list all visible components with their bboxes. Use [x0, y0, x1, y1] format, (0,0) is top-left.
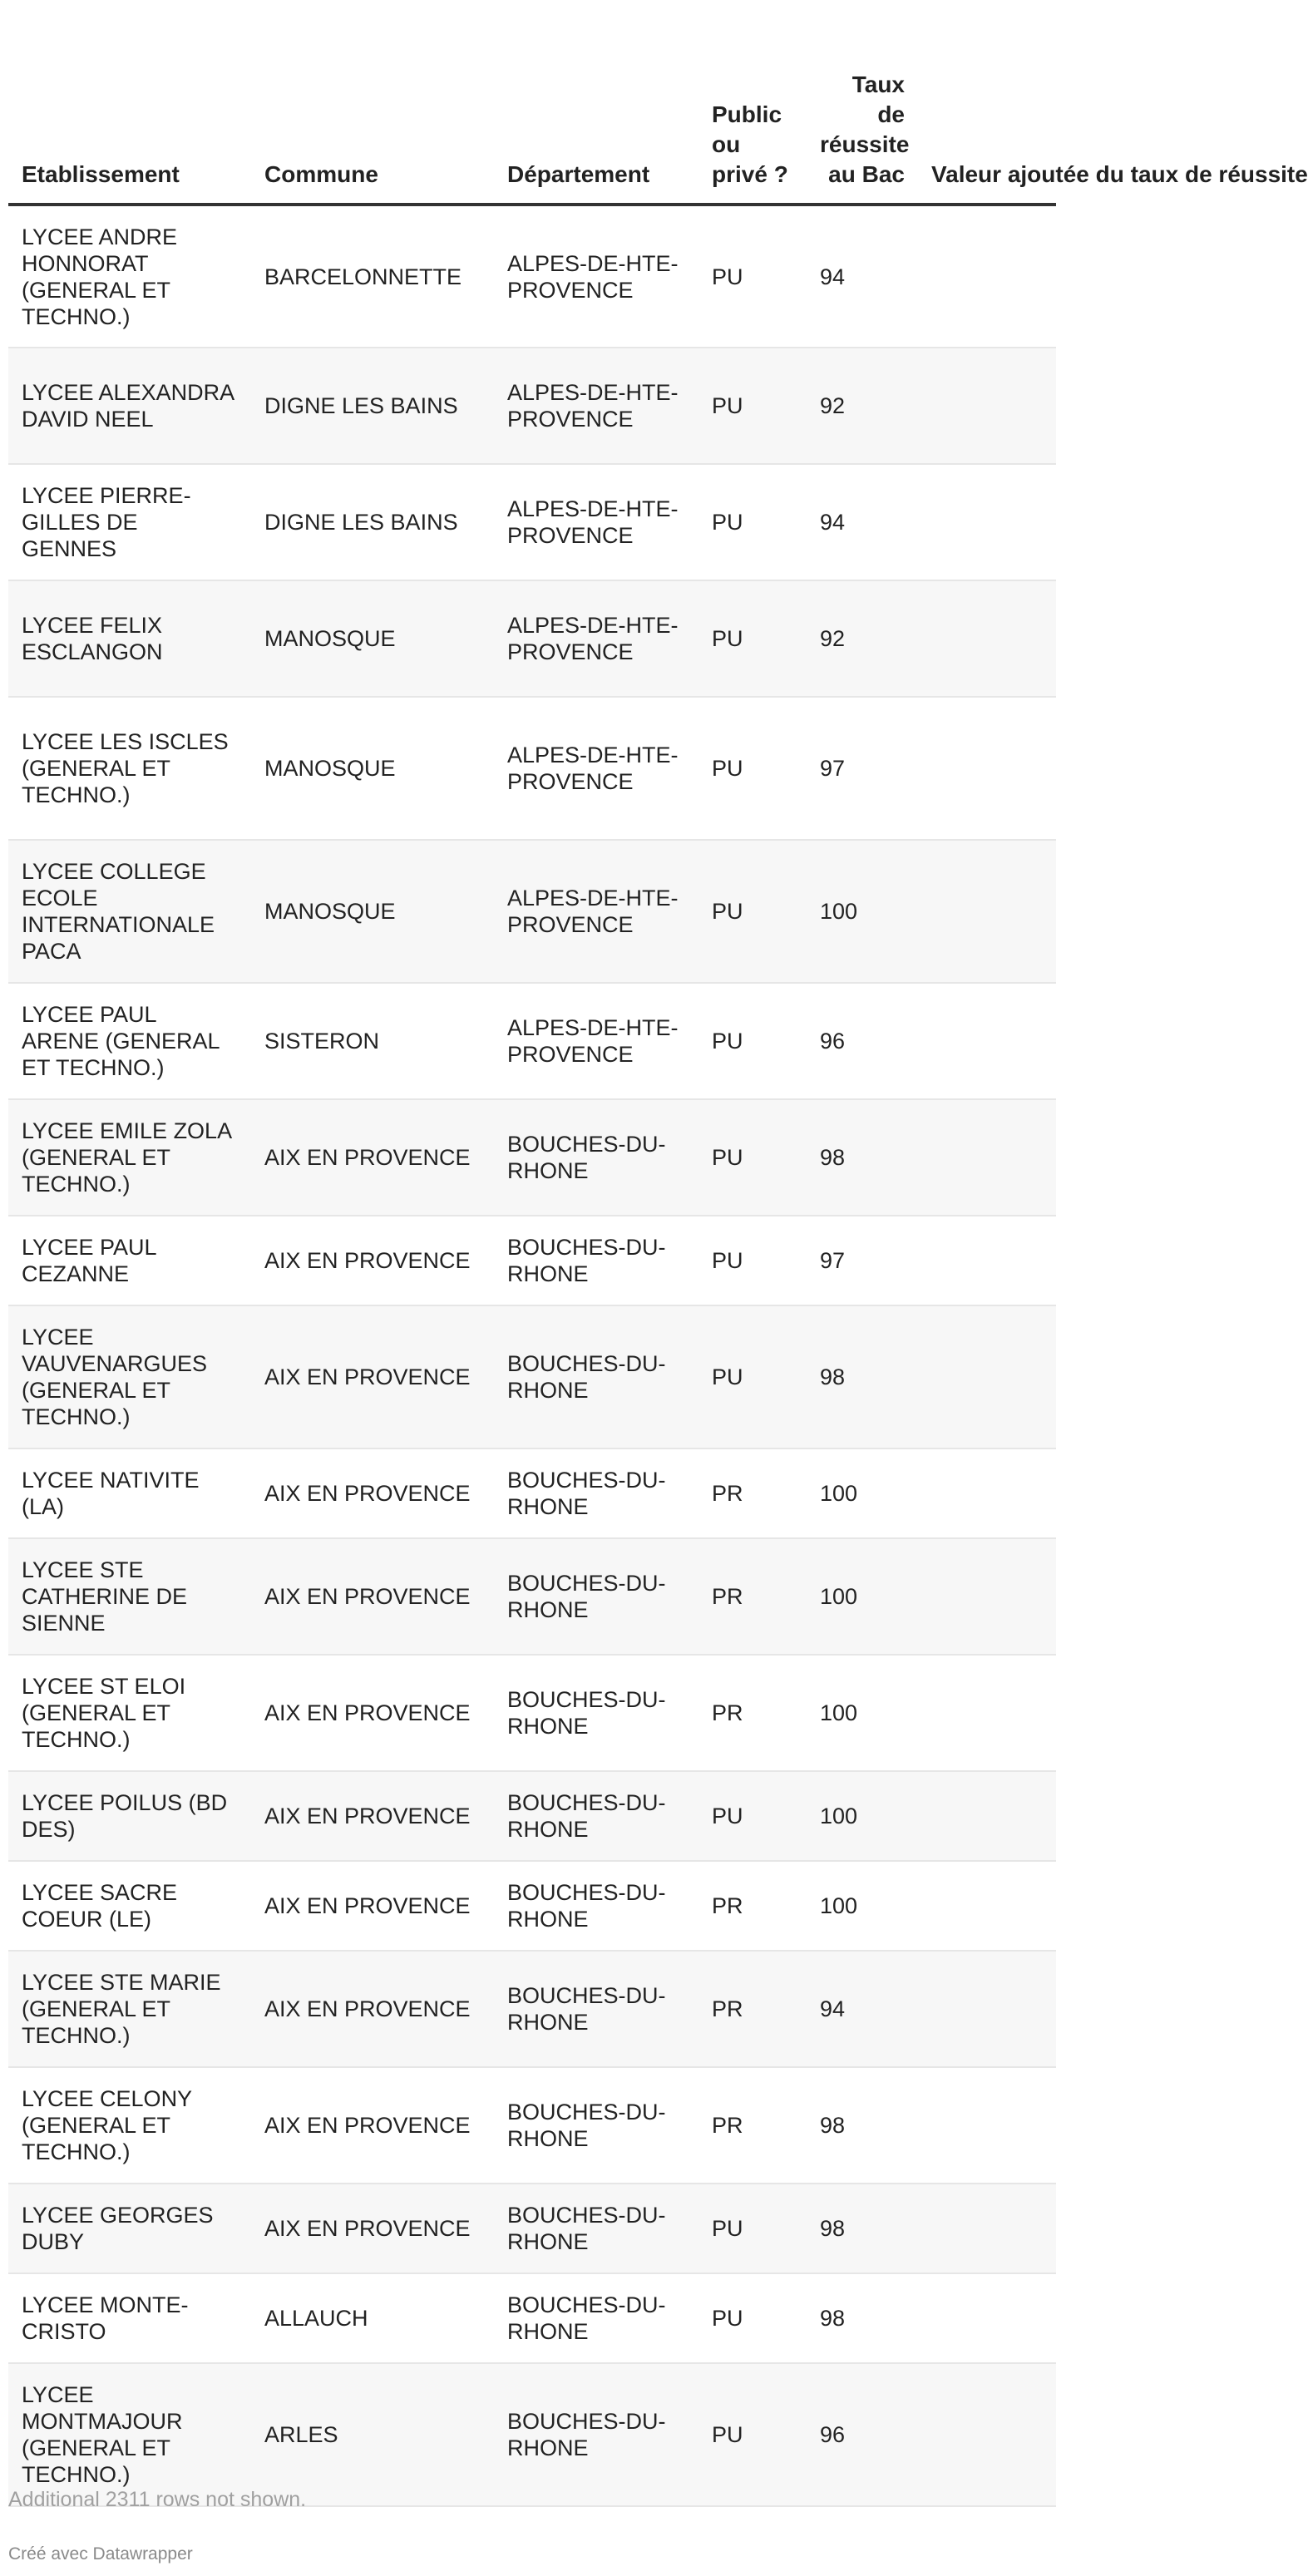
cell-public-prive: PU: [712, 1145, 743, 1170]
cell-public-prive: PR: [712, 1481, 743, 1506]
cell-etablissement: LYCEE MONTMAJOUR (GENERAL ET TECHNO.): [22, 2382, 183, 2487]
cell-etablissement: LYCEE VAUVENARGUES (GENERAL ET TECHNO.): [22, 1325, 208, 1429]
table-row: [8, 464, 1056, 580]
table-row: [8, 205, 1056, 348]
cell-taux: 94: [820, 264, 846, 289]
cell-public-prive: PU: [712, 510, 743, 535]
cell-departement: ALPES-DE-HTE-PROVENCE: [507, 1015, 679, 1067]
table-body: [8, 205, 1056, 2506]
table-row: [8, 840, 1056, 983]
cell-departement: BOUCHES-DU-RHONE: [507, 1983, 666, 2035]
table-row: [8, 1951, 1056, 2067]
cell-public-prive: PR: [712, 1700, 743, 1725]
cell-etablissement: LYCEE ST ELOI (GENERAL ET TECHNO.): [22, 1674, 186, 1752]
cell-commune: MANOSQUE: [264, 899, 396, 924]
cell-taux: 94: [820, 510, 846, 535]
cell-departement: BOUCHES-DU-RHONE: [507, 2292, 666, 2344]
cell-public-prive: PR: [712, 1893, 743, 1918]
table-row: [8, 2184, 1056, 2273]
cell-commune: SISTERON: [264, 1029, 380, 1054]
cell-departement: BOUCHES-DU-RHONE: [507, 1351, 666, 1403]
header-taux-reussite[interactable]: Taux de réussite au Bac: [807, 0, 918, 205]
cell-etablissement: LYCEE SACRE COEUR (LE): [22, 1880, 178, 1932]
header-commune[interactable]: Commune: [251, 0, 494, 205]
cell-valeur-ajoutee: [918, 2273, 1056, 2363]
cell-departement: BOUCHES-DU-RHONE: [507, 2203, 666, 2254]
cell-taux: 98: [820, 1364, 846, 1389]
cell-taux: 100: [820, 1700, 858, 1725]
cell-commune: AIX EN PROVENCE: [264, 1584, 471, 1609]
cell-valeur-ajoutee: [918, 1951, 1056, 2067]
cell-etablissement: LYCEE COLLEGE ECOLE INTERNATIONALE PACA: [22, 859, 215, 964]
table-row: [8, 348, 1056, 464]
table-row: [8, 1771, 1056, 1861]
table-row: [8, 1305, 1056, 1448]
cell-taux: 98: [820, 1145, 846, 1170]
cell-departement: ALPES-DE-HTE-PROVENCE: [507, 613, 679, 664]
header-public-prive[interactable]: Public ou privé ?: [698, 0, 807, 205]
cell-departement: BOUCHES-DU-RHONE: [507, 1571, 666, 1622]
table-row: [8, 983, 1056, 1099]
cell-etablissement: LYCEE FELIX ESCLANGON: [22, 613, 163, 664]
cell-public-prive: PR: [712, 1996, 743, 2021]
cell-taux: 100: [820, 1584, 858, 1609]
table-row: [8, 1448, 1056, 1538]
cell-commune: AIX EN PROVENCE: [264, 1996, 471, 2021]
cell-taux: 100: [820, 1481, 858, 1506]
cell-public-prive: PU: [712, 393, 743, 418]
cell-commune: AIX EN PROVENCE: [264, 2113, 471, 2138]
cell-etablissement: LYCEE CELONY (GENERAL ET TECHNO.): [22, 2086, 192, 2164]
cell-commune: MANOSQUE: [264, 626, 396, 651]
cell-public-prive: PU: [712, 1029, 743, 1054]
cell-etablissement: LYCEE PAUL CEZANNE: [22, 1235, 156, 1286]
cell-departement: BOUCHES-DU-RHONE: [507, 1468, 666, 1519]
cell-valeur-ajoutee: [918, 1216, 1056, 1305]
cell-valeur-ajoutee: [918, 1448, 1056, 1538]
cell-taux: 100: [820, 1893, 858, 1918]
cell-valeur-ajoutee: [918, 983, 1056, 1099]
cell-taux: 92: [820, 393, 846, 418]
cell-departement: BOUCHES-DU-RHONE: [507, 1132, 666, 1183]
cell-public-prive: PU: [712, 1364, 743, 1389]
cell-departement: BOUCHES-DU-RHONE: [507, 1790, 666, 1842]
cell-taux: 100: [820, 1804, 858, 1828]
table-row: [8, 2273, 1056, 2363]
cell-public-prive: PR: [712, 2113, 743, 2138]
cell-commune: AIX EN PROVENCE: [264, 1364, 471, 1389]
cell-commune: AIX EN PROVENCE: [264, 1893, 471, 1918]
cell-etablissement: LYCEE EMILE ZOLA (GENERAL ET TECHNO.): [22, 1118, 231, 1197]
header-valeur-ajoutee[interactable]: Valeur ajoutée du taux de réussite: [918, 0, 1056, 205]
cell-etablissement: LYCEE PAUL ARENE (GENERAL ET TECHNO.): [22, 1002, 220, 1080]
table-header-row: [8, 0, 1056, 205]
datawrapper-credit: [8, 2544, 193, 2564]
cell-departement: ALPES-DE-HTE-PROVENCE: [507, 886, 679, 937]
cell-valeur-ajoutee: [918, 464, 1056, 580]
table-row: [8, 1216, 1056, 1305]
cell-etablissement: LYCEE STE CATHERINE DE SIENNE: [22, 1557, 188, 1636]
table-row: [8, 580, 1056, 697]
cell-departement: BOUCHES-DU-RHONE: [507, 1880, 666, 1932]
cell-commune: AIX EN PROVENCE: [264, 1248, 471, 1273]
cell-taux: 98: [820, 2113, 846, 2138]
table-row: [8, 2067, 1056, 2184]
cell-valeur-ajoutee: [918, 348, 1056, 464]
cell-etablissement: LYCEE PIERRE-GILLES DE GENNES: [22, 483, 191, 561]
cell-commune: BARCELONNETTE: [264, 264, 462, 289]
cell-public-prive: PU: [712, 1248, 743, 1273]
cell-departement: ALPES-DE-HTE-PROVENCE: [507, 250, 679, 303]
lycee-results-table: [8, 0, 1308, 2507]
cell-public-prive: PR: [712, 1584, 743, 1609]
cell-commune: ALLAUCH: [264, 2306, 368, 2331]
cell-departement: ALPES-DE-HTE-PROVENCE: [507, 743, 679, 794]
cell-public-prive: PU: [712, 626, 743, 651]
cell-public-prive: PU: [712, 264, 743, 289]
table-row: [8, 1538, 1056, 1655]
table-row: [8, 1099, 1056, 1216]
cell-valeur-ajoutee: [918, 205, 1056, 348]
cell-commune: AIX EN PROVENCE: [264, 2216, 471, 2241]
cell-etablissement: LYCEE ALEXANDRA DAVID NEEL: [22, 380, 234, 432]
cell-etablissement: LYCEE MONTE-CRISTO: [22, 2292, 189, 2344]
cell-commune: DIGNE LES BAINS: [264, 393, 458, 418]
table-row: [8, 2363, 1056, 2506]
cell-valeur-ajoutee: [918, 2363, 1056, 2506]
cell-etablissement: LYCEE ANDRE HONNORAT (GENERAL ET TECHNO.): [22, 224, 178, 329]
cell-taux: 97: [820, 1248, 846, 1273]
cell-valeur-ajoutee: [918, 1538, 1056, 1655]
cell-etablissement: LYCEE STE MARIE (GENERAL ET TECHNO.): [22, 1970, 221, 2048]
cell-etablissement: LYCEE LES ISCLES (GENERAL ET TECHNO.): [22, 729, 229, 807]
cell-taux: 100: [820, 899, 858, 924]
table-row: [8, 1861, 1056, 1951]
cell-taux: 97: [820, 756, 846, 781]
header-departement[interactable]: Département: [494, 0, 698, 205]
cell-departement: BOUCHES-DU-RHONE: [507, 2100, 666, 2151]
datawrapper-credit-link[interactable]: Créé avec Datawrapper: [8, 2544, 193, 2564]
cell-commune: AIX EN PROVENCE: [264, 1145, 471, 1170]
rows-not-shown-note: Additional 2311 rows not shown.: [8, 2488, 307, 2511]
cell-commune: ARLES: [264, 2422, 338, 2447]
cell-commune: AIX EN PROVENCE: [264, 1481, 471, 1506]
cell-valeur-ajoutee: [918, 1861, 1056, 1951]
cell-valeur-ajoutee: [918, 1305, 1056, 1448]
cell-valeur-ajoutee: [918, 1099, 1056, 1216]
cell-valeur-ajoutee: [918, 2184, 1056, 2273]
cell-commune: AIX EN PROVENCE: [264, 1804, 471, 1828]
cell-departement: ALPES-DE-HTE-PROVENCE: [507, 496, 679, 548]
cell-valeur-ajoutee: [918, 1655, 1056, 1771]
cell-valeur-ajoutee: [918, 580, 1056, 697]
cell-etablissement: LYCEE POILUS (BD DES): [22, 1790, 228, 1842]
cell-valeur-ajoutee: [918, 697, 1056, 840]
cell-taux: 96: [820, 2422, 846, 2447]
cell-public-prive: PU: [712, 756, 743, 781]
cell-commune: AIX EN PROVENCE: [264, 1700, 471, 1725]
cell-taux: 96: [820, 1029, 846, 1054]
cell-taux: 98: [820, 2306, 846, 2331]
cell-commune: MANOSQUE: [264, 756, 396, 781]
cell-etablissement: LYCEE NATIVITE (LA): [22, 1468, 200, 1519]
cell-public-prive: PU: [712, 2216, 743, 2241]
cell-taux: 94: [820, 1996, 846, 2021]
cell-valeur-ajoutee: [918, 1771, 1056, 1861]
cell-public-prive: PU: [712, 899, 743, 924]
cell-departement: ALPES-DE-HTE-PROVENCE: [507, 380, 679, 432]
cell-taux: 98: [820, 2216, 846, 2241]
cell-valeur-ajoutee: [918, 2067, 1056, 2184]
cell-departement: BOUCHES-DU-RHONE: [507, 2409, 666, 2460]
table-row: [8, 697, 1056, 840]
cell-public-prive: PU: [712, 2422, 743, 2447]
cell-taux: 92: [820, 626, 846, 651]
cell-commune: DIGNE LES BAINS: [264, 510, 458, 535]
cell-public-prive: PU: [712, 1804, 743, 1828]
cell-valeur-ajoutee: [918, 840, 1056, 983]
table-row: [8, 1655, 1056, 1771]
cell-departement: BOUCHES-DU-RHONE: [507, 1235, 666, 1286]
cell-public-prive: PU: [712, 2306, 743, 2331]
header-etablissement[interactable]: Etablissement: [8, 0, 251, 205]
cell-etablissement: LYCEE GEORGES DUBY: [22, 2203, 214, 2254]
cell-departement: BOUCHES-DU-RHONE: [507, 1687, 666, 1739]
